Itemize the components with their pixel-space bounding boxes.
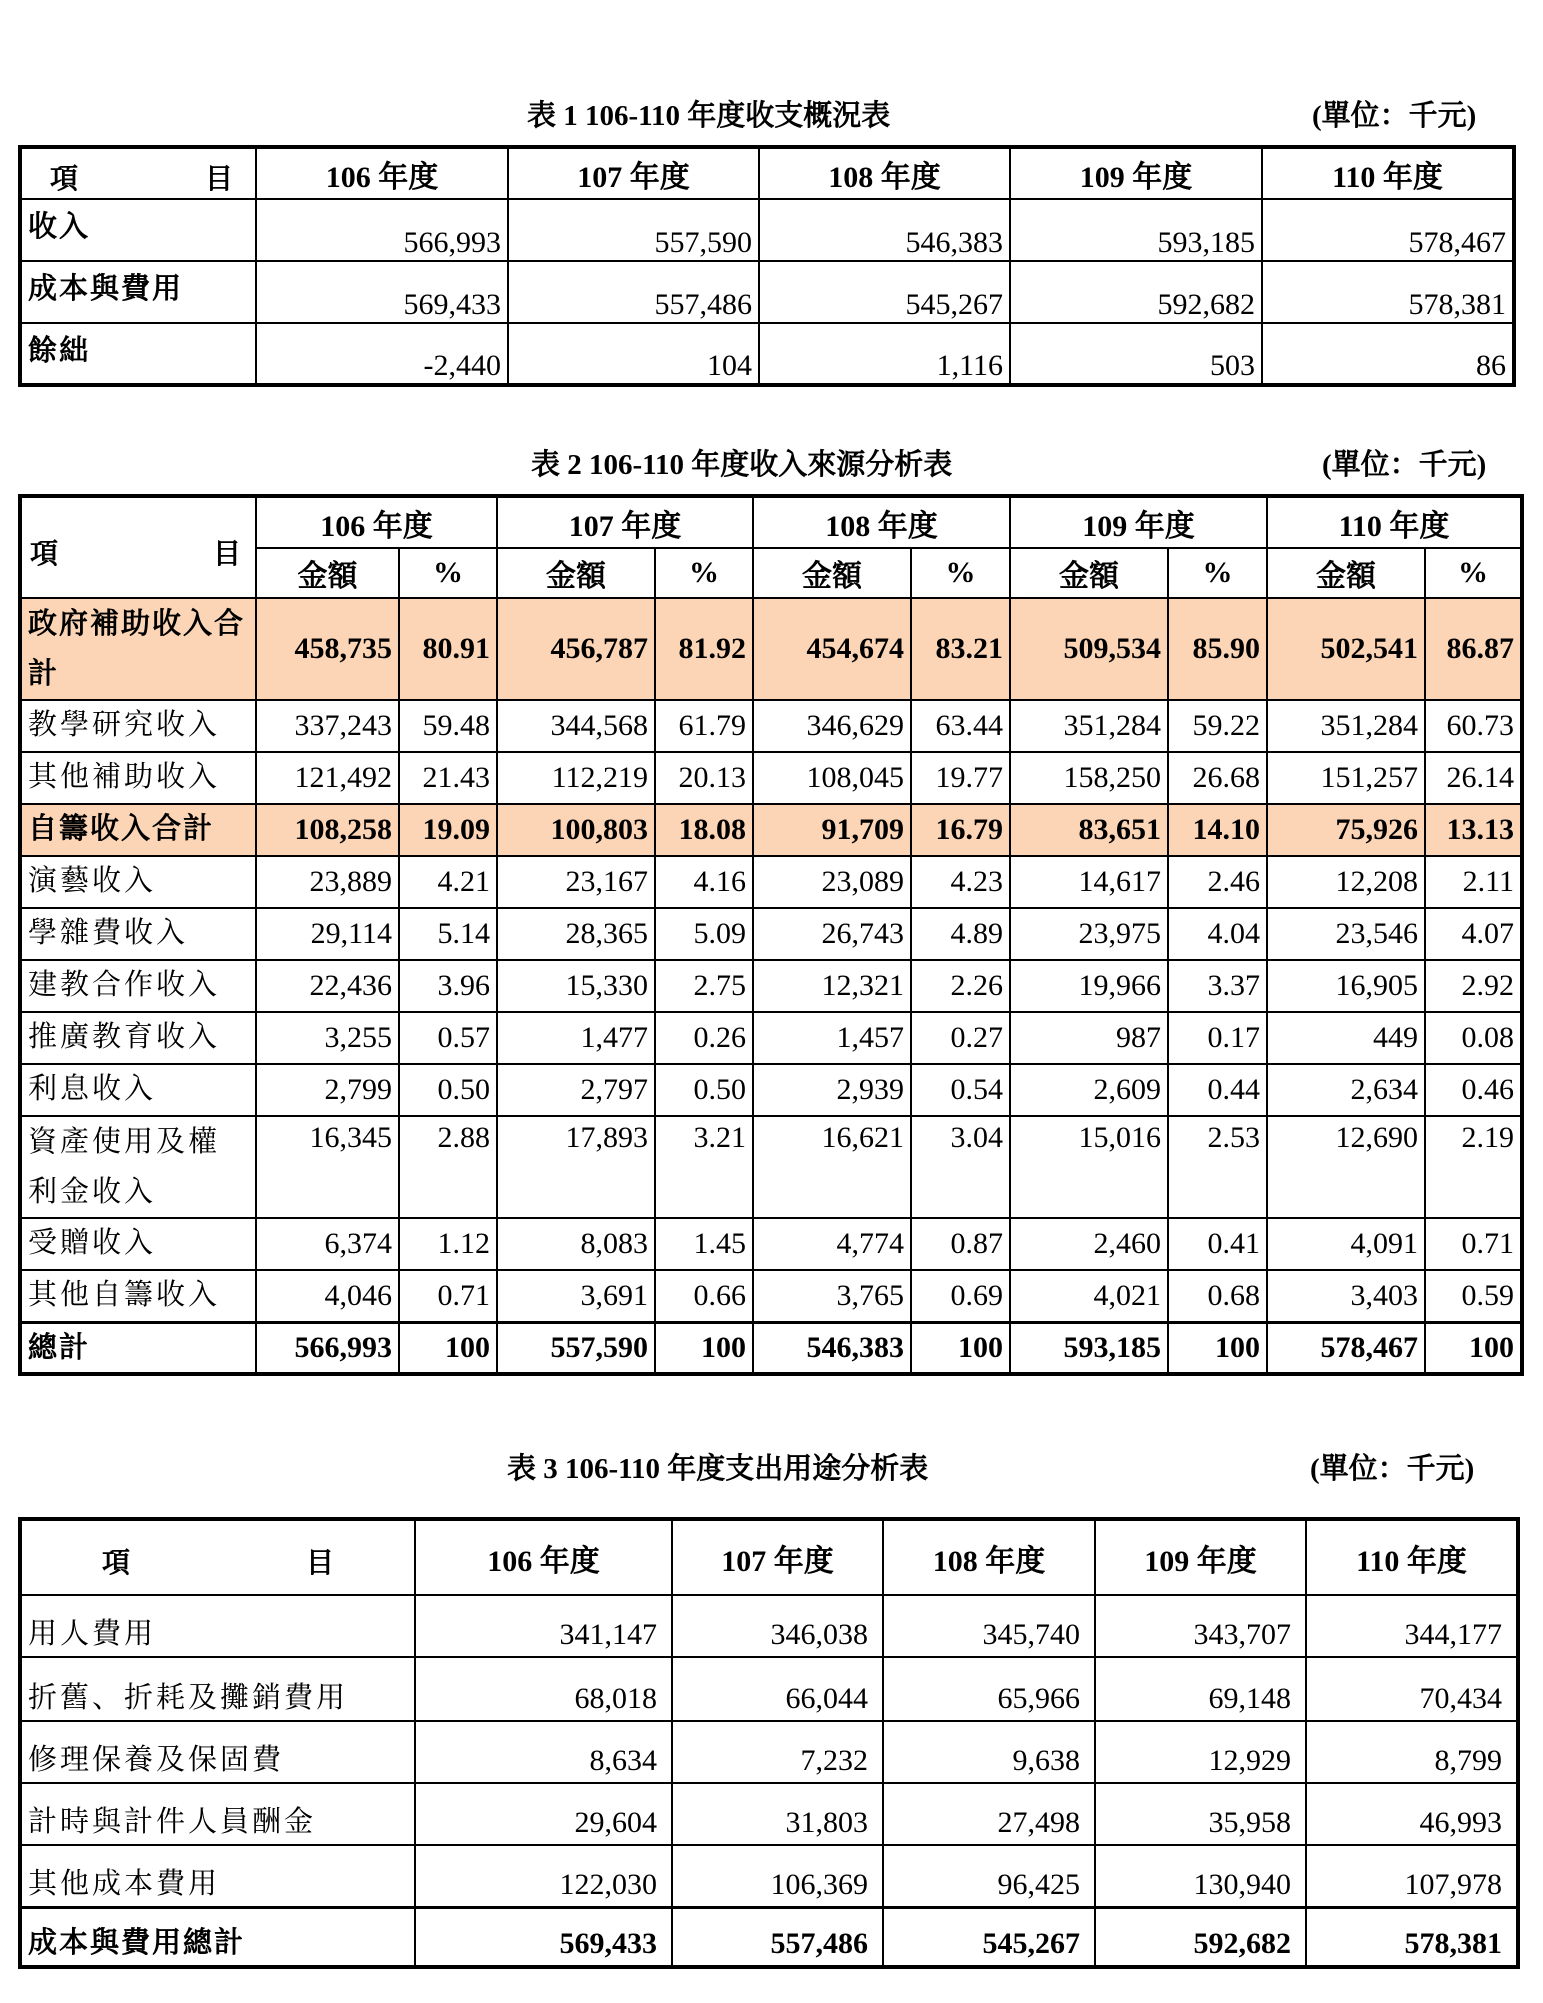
percent-cell: 2.46: [1168, 856, 1267, 908]
amount-cell: 15,016: [1010, 1116, 1168, 1218]
amount-cell: 2,799: [256, 1064, 399, 1116]
amount-cell: 23,889: [256, 856, 399, 908]
amount-header: 金額: [497, 548, 655, 598]
amount-cell: 121,492: [256, 752, 399, 804]
cell-value: 107,978: [1306, 1845, 1518, 1907]
table-row: [20, 960, 1522, 1012]
row-label: 利息收入: [20, 1064, 256, 1116]
amount-cell: 16,905: [1267, 960, 1425, 1012]
percent-cell: 83.21: [911, 598, 1010, 700]
percent-cell: 14.10: [1168, 804, 1267, 856]
cell-value: 69,148: [1095, 1657, 1306, 1721]
percent-cell: 4.21: [399, 856, 497, 908]
table2-header-row-years: [20, 496, 1522, 548]
row-label: 學雜費收入: [20, 908, 256, 960]
amount-cell: 509,534: [1010, 598, 1168, 700]
row-label: 政府補助收入合計: [20, 598, 256, 700]
percent-cell: 3.37: [1168, 960, 1267, 1012]
cell-value: 592,682: [1010, 261, 1262, 323]
row-label: 推廣教育收入: [20, 1012, 256, 1064]
percent-cell: 0.71: [1425, 1218, 1522, 1270]
percent-cell: 0.69: [911, 1270, 1010, 1322]
percent-cell: 26.14: [1425, 752, 1522, 804]
amount-cell: 3,691: [497, 1270, 655, 1322]
amount-cell: 3,765: [753, 1270, 911, 1322]
cell-value: 578,467: [1262, 199, 1514, 261]
percent-cell: 100: [655, 1322, 753, 1374]
row-label: 成本與費用總計: [20, 1907, 415, 1967]
row-label: 成本與費用: [20, 261, 256, 323]
amount-cell: 12,690: [1267, 1116, 1425, 1218]
amount-cell: 2,634: [1267, 1064, 1425, 1116]
percent-cell: 0.50: [399, 1064, 497, 1116]
cell-value: 66,044: [672, 1657, 883, 1721]
cell-value: 104: [508, 323, 759, 385]
percent-cell: 0.50: [655, 1064, 753, 1116]
amount-cell: 15,330: [497, 960, 655, 1012]
amount-cell: 456,787: [497, 598, 655, 700]
amount-cell: 17,893: [497, 1116, 655, 1218]
year-header: 109 年度: [1010, 496, 1267, 548]
year-header: 108 年度: [883, 1519, 1095, 1595]
cell-value: 578,381: [1262, 261, 1514, 323]
percent-cell: 86.87: [1425, 598, 1522, 700]
row-label: 總計: [20, 1322, 256, 1374]
percent-cell: 2.88: [399, 1116, 497, 1218]
table-row: [20, 1116, 1522, 1218]
table-row: [20, 700, 1522, 752]
amount-cell: 566,993: [256, 1322, 399, 1374]
percent-cell: 16.79: [911, 804, 1010, 856]
amount-cell: 29,114: [256, 908, 399, 960]
cell-value: 545,267: [883, 1907, 1095, 1967]
percent-cell: 2.92: [1425, 960, 1522, 1012]
row-label: 建教合作收入: [20, 960, 256, 1012]
percent-cell: 81.92: [655, 598, 753, 700]
amount-cell: 83,651: [1010, 804, 1168, 856]
percent-cell: 61.79: [655, 700, 753, 752]
cell-value: 27,498: [883, 1783, 1095, 1845]
cell-value: 122,030: [415, 1845, 672, 1907]
percent-cell: 0.27: [911, 1012, 1010, 1064]
percent-cell: 21.43: [399, 752, 497, 804]
year-header: 110 年度: [1262, 147, 1514, 199]
amount-cell: 2,609: [1010, 1064, 1168, 1116]
percent-cell: 20.13: [655, 752, 753, 804]
amount-cell: 19,966: [1010, 960, 1168, 1012]
row-label: 收入: [20, 199, 256, 261]
table-row: [20, 1721, 1518, 1783]
year-header: 107 年度: [508, 147, 759, 199]
amount-cell: 12,208: [1267, 856, 1425, 908]
amount-cell: 4,046: [256, 1270, 399, 1322]
amount-cell: 351,284: [1267, 700, 1425, 752]
percent-cell: 0.68: [1168, 1270, 1267, 1322]
table-row: [20, 323, 1514, 385]
amount-header: 金額: [753, 548, 911, 598]
amount-cell: 346,629: [753, 700, 911, 752]
amount-cell: 151,257: [1267, 752, 1425, 804]
percent-cell: 0.44: [1168, 1064, 1267, 1116]
row-label: 自籌收入合計: [20, 804, 256, 856]
cell-value: 130,940: [1095, 1845, 1306, 1907]
amount-cell: 987: [1010, 1012, 1168, 1064]
percent-cell: 1.45: [655, 1218, 753, 1270]
percent-cell: 0.26: [655, 1012, 753, 1064]
percent-cell: 19.09: [399, 804, 497, 856]
year-header: 107 年度: [672, 1519, 883, 1595]
percent-cell: 3.21: [655, 1116, 753, 1218]
percent-cell: 59.22: [1168, 700, 1267, 752]
amount-cell: 3,403: [1267, 1270, 1425, 1322]
item-header-left: 項: [102, 1548, 131, 1579]
table3-caption: 表 3 106-110 年度支出用途分析表: [507, 1453, 929, 1485]
cell-value: 68,018: [415, 1657, 672, 1721]
percent-cell: 4.89: [911, 908, 1010, 960]
cell-value: 569,433: [256, 261, 508, 323]
table3-unit: (單位：千元): [1310, 1453, 1475, 1485]
item-header: [20, 147, 256, 199]
amount-cell: 2,797: [497, 1064, 655, 1116]
item-header-right: 目: [204, 164, 233, 195]
amount-cell: 1,457: [753, 1012, 911, 1064]
percent-cell: 26.68: [1168, 752, 1267, 804]
amount-header: 金額: [1267, 548, 1425, 598]
year-header: 107 年度: [497, 496, 753, 548]
item-header-right: 目: [305, 1548, 334, 1579]
income-expense-summary-table: [18, 145, 1516, 387]
row-label: 折舊、折耗及攤銷費用: [20, 1657, 415, 1721]
cell-value: 592,682: [1095, 1907, 1306, 1967]
cell-value: 65,966: [883, 1657, 1095, 1721]
table-row: [20, 261, 1514, 323]
percent-cell: 13.13: [1425, 804, 1522, 856]
amount-cell: 593,185: [1010, 1322, 1168, 1374]
item-header: [20, 1519, 415, 1595]
year-header: 109 年度: [1095, 1519, 1306, 1595]
table1-header-row: [20, 147, 1514, 199]
amount-cell: 91,709: [753, 804, 911, 856]
amount-cell: 75,926: [1267, 804, 1425, 856]
cell-value: 546,383: [759, 199, 1010, 261]
percent-cell: 0.71: [399, 1270, 497, 1322]
percent-cell: 0.87: [911, 1218, 1010, 1270]
cell-value: 8,799: [1306, 1721, 1518, 1783]
table-row: [20, 1322, 1522, 1374]
percent-cell: 5.14: [399, 908, 497, 960]
table-row: [20, 1595, 1518, 1657]
cell-value: 341,147: [415, 1595, 672, 1657]
table2-body: [20, 598, 1522, 1374]
percent-cell: 80.91: [399, 598, 497, 700]
cell-value: 9,638: [883, 1721, 1095, 1783]
year-header: 106 年度: [256, 496, 497, 548]
percent-cell: 60.73: [1425, 700, 1522, 752]
item-header-left: 項: [50, 164, 79, 195]
row-label: 資產使用及權利金收入: [20, 1116, 256, 1218]
amount-cell: 23,167: [497, 856, 655, 908]
table-row: [20, 752, 1522, 804]
amount-cell: 16,345: [256, 1116, 399, 1218]
percent-cell: 2.19: [1425, 1116, 1522, 1218]
table-row: [20, 1907, 1518, 1967]
table-row: [20, 598, 1522, 700]
percent-cell: 0.08: [1425, 1012, 1522, 1064]
cell-value: 46,993: [1306, 1783, 1518, 1845]
cell-value: 12,929: [1095, 1721, 1306, 1783]
row-label: 用人費用: [20, 1595, 415, 1657]
percent-cell: 3.04: [911, 1116, 1010, 1218]
item-header-left: 項: [30, 539, 59, 570]
percent-cell: 4.16: [655, 856, 753, 908]
amount-cell: 12,321: [753, 960, 911, 1012]
year-header: 109 年度: [1010, 147, 1262, 199]
table-row: [20, 1270, 1522, 1322]
cell-value: 1,116: [759, 323, 1010, 385]
cell-value: 545,267: [759, 261, 1010, 323]
percent-header: %: [1425, 548, 1522, 598]
row-label: 其他自籌收入: [20, 1270, 256, 1322]
item-header: [20, 496, 256, 598]
cell-value: 557,486: [508, 261, 759, 323]
cell-value: 557,590: [508, 199, 759, 261]
amount-cell: 4,021: [1010, 1270, 1168, 1322]
cell-value: 35,958: [1095, 1783, 1306, 1845]
cell-value: 106,369: [672, 1845, 883, 1907]
amount-cell: 578,467: [1267, 1322, 1425, 1374]
cell-value: 70,434: [1306, 1657, 1518, 1721]
table-row: [20, 1064, 1522, 1116]
table1-caption: 表 1 106-110 年度收支概況表: [527, 100, 891, 132]
amount-cell: 502,541: [1267, 598, 1425, 700]
percent-header: %: [655, 548, 753, 598]
row-label: 演藝收入: [20, 856, 256, 908]
amount-cell: 344,568: [497, 700, 655, 752]
amount-cell: 458,735: [256, 598, 399, 700]
table-row: [20, 1012, 1522, 1064]
amount-cell: 16,621: [753, 1116, 911, 1218]
amount-cell: 2,460: [1010, 1218, 1168, 1270]
table3-body: [20, 1595, 1518, 1967]
amount-cell: 100,803: [497, 804, 655, 856]
percent-cell: 5.09: [655, 908, 753, 960]
amount-cell: 23,089: [753, 856, 911, 908]
percent-cell: 100: [911, 1322, 1010, 1374]
amount-cell: 337,243: [256, 700, 399, 752]
table-row: [20, 199, 1514, 261]
percent-cell: 85.90: [1168, 598, 1267, 700]
percent-cell: 0.41: [1168, 1218, 1267, 1270]
cell-value: 29,604: [415, 1783, 672, 1845]
amount-cell: 23,975: [1010, 908, 1168, 960]
amount-cell: 8,083: [497, 1218, 655, 1270]
percent-cell: 0.54: [911, 1064, 1010, 1116]
table-row: [20, 1218, 1522, 1270]
amount-cell: 3,255: [256, 1012, 399, 1064]
amount-cell: 4,774: [753, 1218, 911, 1270]
cell-value: 96,425: [883, 1845, 1095, 1907]
row-label: 受贈收入: [20, 1218, 256, 1270]
percent-cell: 2.26: [911, 960, 1010, 1012]
percent-cell: 2.75: [655, 960, 753, 1012]
amount-cell: 26,743: [753, 908, 911, 960]
year-header: 110 年度: [1267, 496, 1522, 548]
amount-cell: 112,219: [497, 752, 655, 804]
amount-cell: 546,383: [753, 1322, 911, 1374]
year-header: 108 年度: [753, 496, 1010, 548]
cell-value: 86: [1262, 323, 1514, 385]
table-row: [20, 804, 1522, 856]
amount-cell: 28,365: [497, 908, 655, 960]
amount-cell: 449: [1267, 1012, 1425, 1064]
income-source-analysis-table: [18, 494, 1524, 1376]
expenditure-usage-analysis-table: [18, 1517, 1520, 1969]
percent-cell: 100: [1425, 1322, 1522, 1374]
amount-cell: 351,284: [1010, 700, 1168, 752]
row-label: 修理保養及保固費: [20, 1721, 415, 1783]
cell-value: 557,486: [672, 1907, 883, 1967]
table-row: [20, 1657, 1518, 1721]
table-row: [20, 1783, 1518, 1845]
percent-cell: 4.07: [1425, 908, 1522, 960]
amount-header: 金額: [1010, 548, 1168, 598]
percent-header: %: [1168, 548, 1267, 598]
cell-value: 593,185: [1010, 199, 1262, 261]
row-label: 其他補助收入: [20, 752, 256, 804]
amount-cell: 454,674: [753, 598, 911, 700]
amount-cell: 2,939: [753, 1064, 911, 1116]
percent-cell: 63.44: [911, 700, 1010, 752]
table1-unit: (單位：千元): [1312, 100, 1477, 132]
year-header: 106 年度: [415, 1519, 672, 1595]
percent-cell: 100: [399, 1322, 497, 1374]
cell-value: 346,038: [672, 1595, 883, 1657]
table2-caption: 表 2 106-110 年度收入來源分析表: [531, 449, 953, 481]
percent-cell: 4.23: [911, 856, 1010, 908]
item-header-right: 目: [212, 539, 241, 570]
amount-header: 金額: [256, 548, 399, 598]
amount-cell: 6,374: [256, 1218, 399, 1270]
cell-value: 566,993: [256, 199, 508, 261]
cell-value: 578,381: [1306, 1907, 1518, 1967]
percent-cell: 0.66: [655, 1270, 753, 1322]
table-row: [20, 856, 1522, 908]
cell-value: 344,177: [1306, 1595, 1518, 1657]
percent-cell: 59.48: [399, 700, 497, 752]
cell-value: 8,634: [415, 1721, 672, 1783]
row-label: 教學研究收入: [20, 700, 256, 752]
percent-header: %: [399, 548, 497, 598]
percent-cell: 0.57: [399, 1012, 497, 1064]
amount-cell: 108,045: [753, 752, 911, 804]
amount-cell: 22,436: [256, 960, 399, 1012]
cell-value: 31,803: [672, 1783, 883, 1845]
amount-cell: 158,250: [1010, 752, 1168, 804]
amount-cell: 23,546: [1267, 908, 1425, 960]
cell-value: -2,440: [256, 323, 508, 385]
cell-value: 7,232: [672, 1721, 883, 1783]
cell-value: 503: [1010, 323, 1262, 385]
table-row: [20, 1845, 1518, 1907]
amount-cell: 557,590: [497, 1322, 655, 1374]
percent-header: %: [911, 548, 1010, 598]
row-label: 其他成本費用: [20, 1845, 415, 1907]
percent-cell: 100: [1168, 1322, 1267, 1374]
row-label: 計時與計件人員酬金: [20, 1783, 415, 1845]
percent-cell: 2.53: [1168, 1116, 1267, 1218]
percent-cell: 0.17: [1168, 1012, 1267, 1064]
amount-cell: 4,091: [1267, 1218, 1425, 1270]
amount-cell: 1,477: [497, 1012, 655, 1064]
percent-cell: 3.96: [399, 960, 497, 1012]
percent-cell: 4.04: [1168, 908, 1267, 960]
amount-cell: 14,617: [1010, 856, 1168, 908]
row-label: 餘絀: [20, 323, 256, 385]
percent-cell: 18.08: [655, 804, 753, 856]
cell-value: 569,433: [415, 1907, 672, 1967]
percent-cell: 2.11: [1425, 856, 1522, 908]
cell-value: 343,707: [1095, 1595, 1306, 1657]
percent-cell: 0.59: [1425, 1270, 1522, 1322]
percent-cell: 0.46: [1425, 1064, 1522, 1116]
percent-cell: 1.12: [399, 1218, 497, 1270]
percent-cell: 19.77: [911, 752, 1010, 804]
year-header: 110 年度: [1306, 1519, 1518, 1595]
amount-cell: 108,258: [256, 804, 399, 856]
year-header: 106 年度: [256, 147, 508, 199]
table-row: [20, 908, 1522, 960]
table2-unit: (單位：千元): [1322, 449, 1487, 481]
year-header: 108 年度: [759, 147, 1010, 199]
cell-value: 345,740: [883, 1595, 1095, 1657]
table3-header-row: [20, 1519, 1518, 1595]
